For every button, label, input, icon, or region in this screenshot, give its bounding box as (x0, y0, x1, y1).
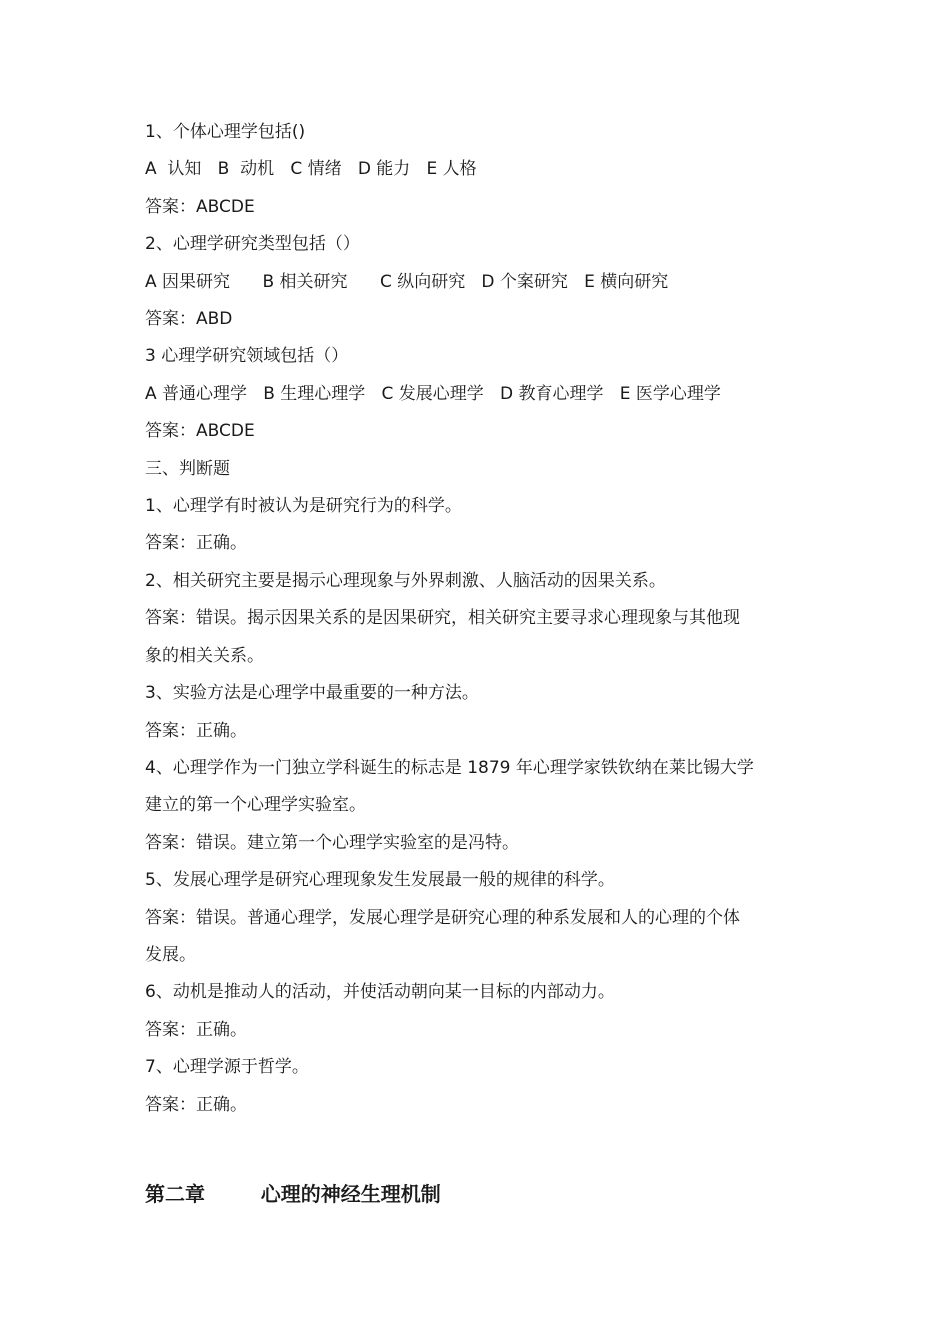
answer-line: 答案：正确。 (145, 1019, 247, 1040)
answer-line-continued: 象的相关关系。 (145, 645, 264, 666)
question-line: 3 心理学研究领域包括（） (145, 346, 349, 367)
answer-line: 答案：正确。 (145, 1094, 247, 1115)
statement-line-continued: 建立的第一个心理学实验室。 (145, 795, 366, 816)
statement-line: 7、心理学源于哲学。 (145, 1057, 309, 1078)
answer-line: 答案：ABCDE (145, 421, 255, 442)
answer-line: 答案：错误。揭示因果关系的是因果研究，相关研究主要寻求心理现象与其他现 (145, 608, 740, 629)
options-line: A 认知 B 动机 C 情绪 D 能力 E 人格 (145, 159, 477, 180)
statement-line: 3、实验方法是心理学中最重要的一种方法。 (145, 683, 479, 704)
document-page (145, 114, 825, 1214)
question-line: 2、心理学研究类型包括（） (145, 234, 360, 255)
statement-line: 1、心理学有时被认为是研究行为的科学。 (145, 496, 462, 517)
options-line: A 普通心理学 B 生理心理学 C 发展心理学 D 教育心理学 E 医学心理学 (145, 383, 721, 404)
answer-line: 答案：正确。 (145, 720, 247, 741)
answer-line: 答案：正确。 (145, 533, 247, 554)
answer-line: 答案：ABD (145, 309, 233, 330)
chapter-heading (145, 1174, 825, 1214)
answer-line-continued: 发展。 (145, 944, 196, 965)
chapter-title: 心理的神经生理机制 (260, 1181, 441, 1206)
document-body (145, 114, 825, 1124)
chapter-number: 第二章 (145, 1181, 205, 1206)
question-line: 1、个体心理学包括() (145, 122, 306, 142)
options-line: A 因果研究 B 相关研究 C 纵向研究 D 个案研究 E 横向研究 (145, 271, 669, 292)
statement-line: 2、相关研究主要是揭示心理现象与外界刺激、人脑活动的因果关系。 (145, 570, 666, 591)
statement-line: 4、心理学作为一门独立学科诞生的标志是 1879 年心理学家铁钦纳在莱比锡大学 (145, 757, 754, 778)
statement-line: 5、发展心理学是研究心理现象发生发展最一般的规律的科学。 (145, 870, 615, 891)
answer-line: 答案：错误。建立第一个心理学实验室的是冯特。 (145, 832, 519, 853)
answer-line: 答案：ABCDE (145, 196, 255, 217)
spacer (145, 1124, 825, 1174)
answer-line: 答案：错误。普通心理学，发展心理学是研究心理的种系发展和人的心理的个体 (145, 907, 740, 928)
statement-line: 6、动机是推动人的活动，并使活动朝向某一目标的内部动力。 (145, 982, 615, 1003)
section-heading: 三、判断题 (145, 458, 230, 479)
